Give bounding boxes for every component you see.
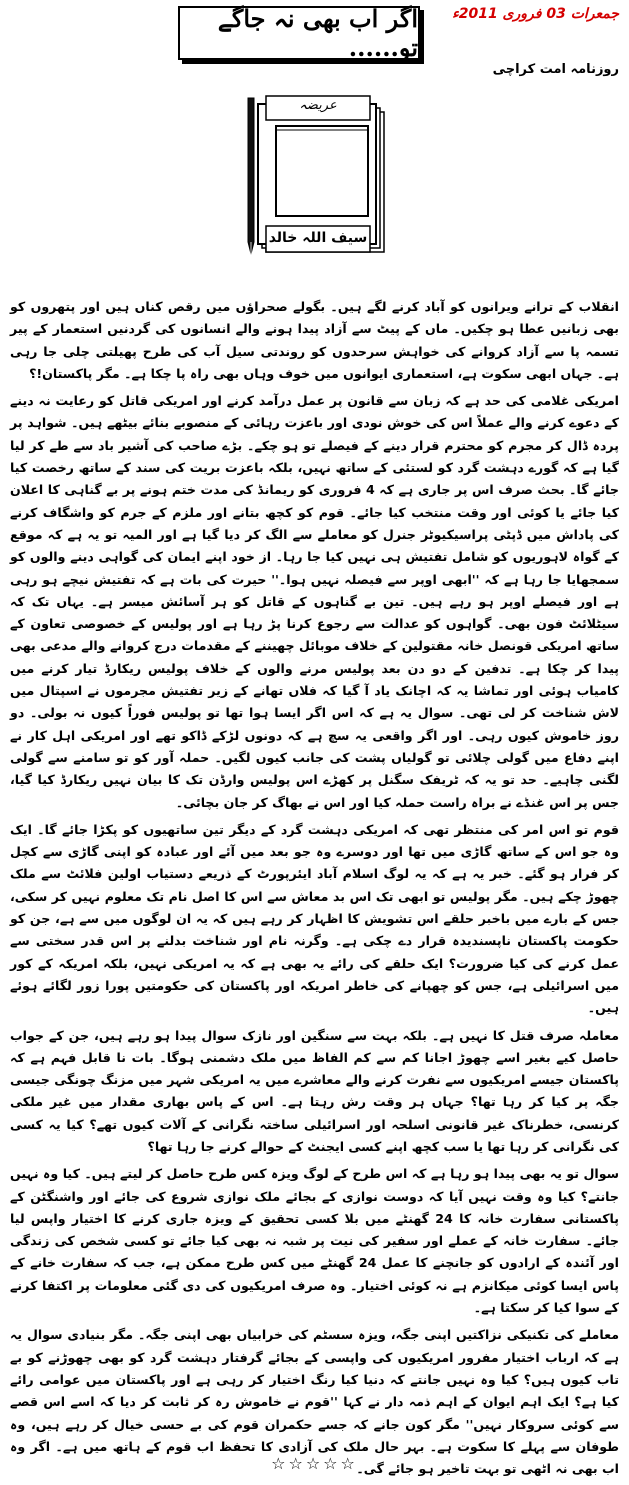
paragraph: معاملے کی تکنیکی نزاکتیں اپنی جگہ، ویزہ سسٹم کی خرابیاں بھی اپنی جگہ۔ مگر بنیادی سوال یہ ہے کہ ارباب اختیار مفرور امریکیوں کی واپسی کے بجائے گرفتار دہشت گرد کو بھی چھوڑنے کو بے تاب کیوں ہیں؟ کیا وہ نہیں جانتے کہ دنیا کیا رنگ اختیار کر رہی ہے اور پاکستان میں عوامی رائے کیا ہے؟ ایک اہم ایوان کے اہم ذمہ دار نے کہا ''قوم نے خاموش رہ کر ثابت کر دیا کہ اسے اس قصے سے کوئی سروکار نہیں'' مگر کون جانے کہ جسے حکمران قوم کی بے حسی خیال کر رہے ہیں، وہ طوفان سے پہلے کا سکوت ہے۔ بہر حال ملک کی آزادی کا تحفظ اب قوم کے ہاتھ میں ہے۔ اگر وہ اب بھی نہ اٹھی تو بہت تاخیر ہو جائے گی۔ (10, 1327, 619, 1477)
date-line: جمعرات 03 فروری 2011ء (452, 6, 619, 22)
paragraph: قوم تو اس امر کی منتظر تھی کہ امریکی دہشت گرد کے دیگر تین ساتھیوں کو پکڑا جائے گا۔ ایک وہ جو اس کے ساتھ گاڑی میں تھا اور دوسرے وہ جو بعد میں آئے اور عبادہ کو اپنی گاڑی سے کچل کر فرار ہو گئے۔ خبر یہ ہے کہ یہ لوگ اسلام آباد ایئرپورٹ کے ذریعے دستیاب اولین فلائٹ سے ملک چھوڑ چکے ہیں۔ مگر پولیس تو ابھی تک اس بد معاش سے اس کا اصل نام تک معلوم نہیں کر سکی، جس کے بارے میں باخبر حلقے اس تشویش کا اظہار کر رہے ہیں کہ یہ ان لوگوں میں سے ہے، جن کو حکومت پاکستان ناپسندیدہ قرار دے چکی ہے۔ وگرنہ نام اور شناخت بدلنے پر اس قدر سختی سے عمل کرنے کی کیا ضرورت؟ ایک حلقے کی رائے یہ بھی ہے کہ یہ امریکی نہیں، بلکہ امریکہ کے کور میں اسرائیلی ہے، جس کو چھپانے کی خاطر امریکہ اور پاکستان کی حکومتیں پورا زور لگائے ہوئے ہیں۔ (10, 821, 619, 1016)
paragraph: امریکی غلامی کی حد ہے کہ زبان سے قانون پر عمل درآمد کرنے اور امریکی قاتل کو رعایت نہ دینے کے دعوے کرنے والے عملاً اس کی خوش نودی اور باعزت رہائی کے منصوبے بنائے بیٹھے ہیں۔ شواہد پر پردہ ڈال کر مجرم کو محترم قرار دینے کے فیصلے تو ہو چکے۔ بڑے صاحب کی آشیر باد سے طے کر لیا گیا ہے کہ گورے دہشت گرد کو لستئی کے ساتھ نہیں، بلکہ باعزت بریت کی سند کے ساتھ رخصت کیا جائے گا۔ بحث صرف اس پر جاری ہے کہ 4 فروری کو ریمانڈ کی مدت ختم ہونے پر بے گناہی کا اعلان کیا جائے یا کوئی اور وقت منتخب کیا جائے۔ قوم کو کچھ بتانے اور ملزم کے جرم کو واشگاف کرنے کی پاداش میں ڈپٹی پراسیکیوٹر جنرل کو معاملے سے الگ کر دیا گیا ہے اور المیہ تو یہ ہے کہ موقع کے گواہ لاہوریوں کو شامل تفتیش ہی نہیں کیا جا رہا۔ از خود اپنے ایمان کی گواہی دینے والوں کو سمجھایا جا رہا ہے کہ ''ابھی اوپر سے فیصلہ نہیں ہوا۔'' حیرت کی بات ہے کہ تفتیش نیچے ہو رہی ہے اور فیصلے اوپر ہو رہے ہیں۔ تین بے گناہوں کے قاتل کو ہر آسائش میسر ہے۔ یہاں تک کہ سیٹلائٹ فون بھی۔ گواہوں کو عدالت سے رجوع کرنا پڑ رہا ہے اور پولیس کے خصوصی تعاون کے ساتھ امریکی قونصل خانہ مقتولین کے خلاف موبائل چھیننے کے مقدمات درج کروانے والے مدعی بھی پیدا کر چکا ہے۔ تدفین کے دو دن بعد پولیس مرنے والوں کے خلاف پولیس ریکارڈ تیار کرنے میں کامیاب ہوئی اور تماشا یہ کہ اچانک یاد آ گیا کہ فلاں تھانے کے زیر تفتیش مجرموں نے اسپتال میں لاش شناخت کر لی تھی۔ سوال یہ ہے کہ اس اگر ایسا ہوا تھا تو پولیس فوراً کیوں نہ بولی۔ دو روز خاموش کیوں رہی۔ اور اگر واقعی یہ سچ ہے کہ دونوں لڑکے ڈاکو تھے اور امریکی اہل کار نے اپنے دفاع میں گولی چلائی تو گولیاں پشت کی جانب کیوں لگیں۔ حملہ آور کو تو سامنے سے گولی لگنی چاہیے۔ حد تو یہ کہ ٹریفک سگنل پر کھڑے اس پولیس وارڈن تک کا بیان نہیں ریکارڈ کیا گیا، جس پر اس غنڈے نے براہ راست حملہ کیا اور اس نے بھاگ کر جان بچائی۔ (10, 393, 619, 810)
newspaper-source: روزنامہ امت کراچی (492, 62, 619, 77)
logo-author-name: سیف اللہ خالد (268, 230, 368, 246)
paragraph: انقلاب کے ترانے ویرانوں کو آباد کرنے لگے ہیں۔ بگولے صحراؤں میں رقص کناں ہیں اور پتھروں کو بھی زبانیں عطا ہو چکیں۔ ماں کے پیٹ سے آزاد پیدا ہونے والے انسانوں کی گردنیں استعمار کے پیر تسمہ پا سے آزاد کروانے کی خواہش سرحدوں کو روندتی سیل آب کی طرح پھیلتی چلی جا رہی ہے۔ جہاں ابھی سکوت ہے، استعماری ایوانوں میں خوف وہاں بھی راہ پا چکا ہے۔ مگر پاکستان!؟ (10, 299, 619, 381)
article-body (10, 296, 619, 1485)
article-title: اگر اب بھی نہ جاگے تو...... (178, 6, 420, 60)
logo-top-text: عریضہ (299, 98, 337, 113)
end-stars: ☆☆☆☆☆ (271, 1454, 358, 1473)
paragraph: سوال تو یہ بھی پیدا ہو رہا ہے کہ اس طرح کے لوگ ویزہ کس طرح حاصل کر لیتے ہیں۔ کیا وہ نہیں جانتے؟ کیا وہ وقت نہیں آیا کہ دوست نوازی کے بجائے ملک نوازی شروع کی جائے اور واشنگٹن کے پاکستانی سفارت خانہ کا 24 گھنٹے میں بلا کسی تحقیق کے ویزہ جاری کرنے کا اختیار واپس لیا جائے۔ سفارت خانہ کے عملے اور سفیر کی نیت پر شبہ نہ بھی کیا جائے تو کسی شخص کی زندگی اور آئندہ کے ارادوں کو جانچنے کا عمل 24 گھنٹے میں کس طرح ممکن ہے، جب کہ سفارت خانے کے پاس ایسا کوئی میکانزم ہے نہ کوئی اختیار۔ وہ صرف امریکیوں کی دی گئی معلومات پر اکتفا کرنے کے سوا کیا کر سکتا ہے۔ (10, 1166, 620, 1316)
paragraph: معاملہ صرف قتل کا نہیں ہے۔ بلکہ بہت سے سنگین اور نازک سوال پیدا ہو رہے ہیں، جن کے جواب حاصل کیے بغیر اسے چھوڑ اجانا کم سے کم الفاظ میں ملک دشمنی ہوگا۔ بات نا قابل فہم ہے کہ پاکستان جیسے امریکیوں سے نفرت کرنے والے معاشرے میں یہ امریکی شہر میں مزنگ چونگی جیسی جگہ پر کیا کر رہا تھا؟ جہاں ہر وقت رش رہتا ہے۔ اس کے پاس بھاری مقدار میں غیر ملکی کرنسی، خطرناک غیر قانونی اسلحہ اور اسرائیلی ساختہ نگرانی کے آلات کیوں تھے؟ کیا یہ کسی کی نگرانی کر رہا تھا یا سب کچھ اپنے کسی ایجنٹ کے حوالے کرنے جا رہا تھا؟ (10, 1027, 619, 1154)
column-logo (238, 92, 398, 272)
